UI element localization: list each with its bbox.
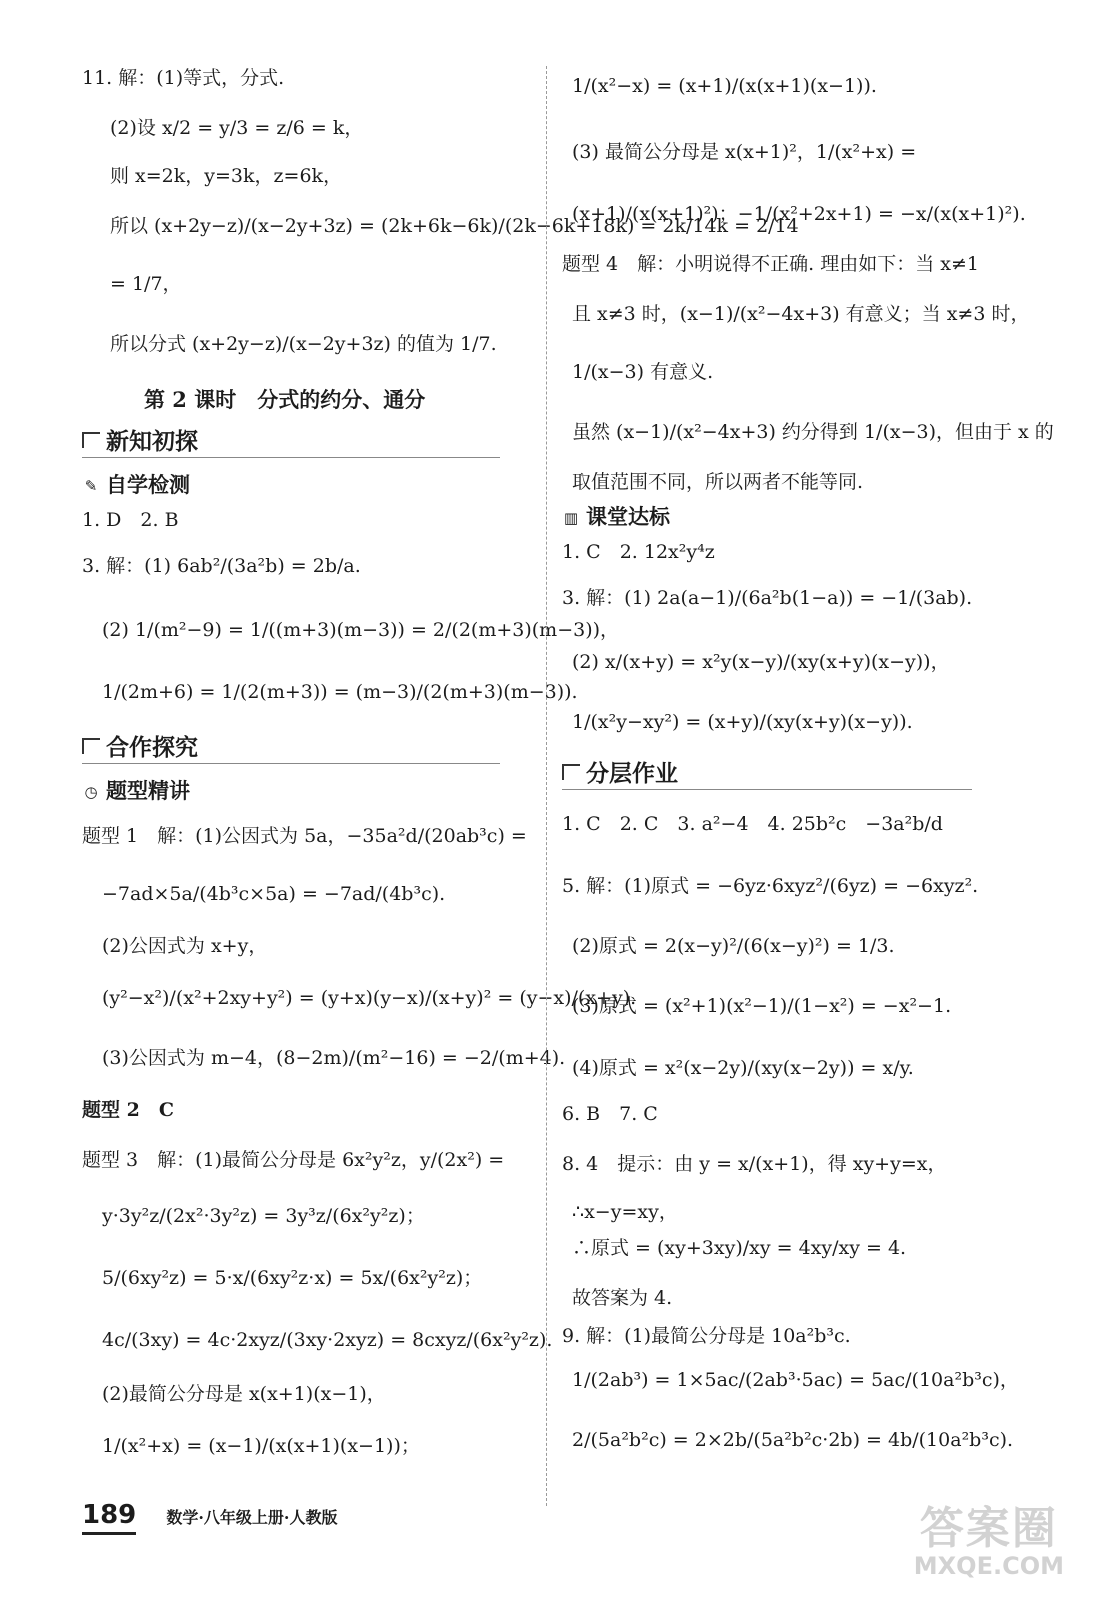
self-check-answers: 1. D 2. B [82,509,179,531]
section-marker-icon [82,432,100,448]
type-3-answer: 题型 3 解：(1)最简公分母是 6x²y²z，y/(2x²) = [82,1149,505,1171]
type-3-step: (2)最简公分母是 x(x+1)(x−1)， [102,1383,386,1405]
type-1-step: −7ad×5a/(4b³c×5a) = −7ad/(4b³c). [102,883,446,905]
page-footer [82,1500,337,1530]
homework-step: (2)原式 = 2(x−y)²/(6(x−y)²) = 1/3. [572,935,895,957]
type-4-answer: 题型 4 解：小明说得不正确. 理由如下：当 x≠1 [562,253,979,275]
type-3-step: 1/(x²+x) = (x−1)/(x(x+1)(x−1))； [102,1435,420,1457]
problem-11-step: 则 x=2k，y=3k，z=6k， [110,165,343,187]
clock-icon: ◷ [84,783,98,801]
type-3-step: (3) 最简公分母是 x(x+1)²，1/(x²+x) = [572,141,917,163]
homework-step: 故答案为 4. [572,1287,673,1309]
page-number: 189 [82,1500,136,1535]
subsection-self-check: ✎ 自学检测 [82,469,190,499]
lesson-title: 第 2 课时 分式的约分、通分 [144,387,426,412]
homework-step: 2/(5a²b²c) = 2×2b/(5a²b²c·2b) = 4b/(10a²b³c). [572,1429,1014,1451]
homework-step: 9. 解：(1)最简公分母是 10a²b³c. [562,1325,851,1347]
book-title: 数学·八年级上册·人教版 [166,1508,338,1527]
self-check-step: (2) 1/(m²−9) = 1/((m+3)(m−3)) = 2/(2(m+3)(m−3))， [102,619,620,641]
section-marker-icon [82,738,100,754]
type-1-step: (2)公因式为 x+y， [102,935,268,957]
class-step: (2) x/(x+y) = x²y(x−y)/(xy(x+y)(x−y))， [572,651,950,673]
homework-step: ∴原式 = (xy+3xy)/xy = 4xy/xy = 4. [572,1237,907,1259]
type-4-step: 取值范围不同，所以两者不能等同. [572,471,864,493]
type-4-step: 且 x≠3 时，(x−1)/(x²−4x+3) 有意义；当 x≠3 时， [572,303,1030,325]
homework-answers: 6. B 7. C [562,1103,658,1125]
homework-step: (3)原式 = (x²+1)(x²−1)/(1−x²) = −x²−1. [572,995,952,1017]
section-marker-icon [562,764,580,780]
section-header-new: 新知初探 [82,423,500,458]
problem-11-step: 所以分式 (x+2y−z)/(x−2y+3z) 的值为 1/7. [110,333,497,355]
pen-icon: ✎ [84,477,98,495]
type-4-step: 虽然 (x−1)/(x²−4x+3) 约分得到 1/(x−3)，但由于 x 的 [572,421,1054,443]
type-4-step: 1/(x−3) 有意义. [572,361,714,383]
type-3-step: (x+1)/(x(x+1)²)；−1/(x²+2x+1) = −x/(x(x+1)²). [572,203,1026,225]
class-step: 3. 解：(1) 2a(a−1)/(6a²b(1−a)) = −1/(3ab). [562,587,973,609]
homework-step: 1/(2ab³) = 1×5ac/(2ab³·5ac) = 5ac/(10a²b³c)， [572,1369,1019,1391]
type-1-step: (y²−x²)/(x²+2xy+y²) = (y+x)(y−x)/(x+y)² = (y−x)/(x+y). [102,987,637,1009]
homework-step: 5. 解：(1)原式 = −6yz·6xyz²/(6yz) = −6xyz². [562,875,979,897]
class-answers: 1. C 2. 12x²y⁴z [562,541,715,563]
type-2-answer: 题型 2 C [82,1099,174,1121]
type-1-answer: 题型 1 解：(1)公因式为 5a，−35a²d/(20ab³c) = [82,825,527,847]
section-header-coop: 合作探究 [82,729,500,764]
type-1-step: (3)公因式为 m−4，(8−2m)/(m²−16) = −2/(m+4). [102,1047,566,1069]
problem-11-step: = 1/7， [110,273,182,295]
subsection-class: ▥ 课堂达标 [563,505,670,529]
type-3-step: y·3y²z/(2x²·3y²z) = 3y³z/(6x²y²z)； [102,1205,425,1227]
watermark-logo: 答案圈 MXQE.COM [913,1503,1064,1580]
problem-11-answer: 11. 解：(1)等式，分式. [82,67,285,89]
type-3-step: 1/(x²−x) = (x+1)/(x(x+1)(x−1)). [572,75,877,97]
homework-answers: 1. C 2. C 3. a²−4 4. 25b²c −3a²b/d [562,813,943,835]
self-check-step: 3. 解：(1) 6ab²/(3a²b) = 2b/a. [82,555,361,577]
type-3-step: 4c/(3xy) = 4c·2xyz/(3xy·2xyz) = 8cxyz/(6x²y²z). [102,1329,553,1351]
homework-step: (4)原式 = x²(x−2y)/(xy(x−2y)) = x/y. [572,1057,914,1079]
column-divider [546,66,547,1506]
problem-11-step: 所以 (x+2y−z)/(x−2y+3z) = (2k+6k−6k)/(2k−6k+18k) = 2k/14k = 2/14 [110,215,799,237]
homework-step: 8. 4 提示：由 y = x/(x+1)，得 xy+y=x， [562,1153,947,1175]
class-step: 1/(x²y−xy²) = (x+y)/(xy(x+y)(x−y)). [572,711,913,733]
subsection-types: ◷ 题型精讲 [82,775,190,805]
problem-11-step: (2)设 x/2 = y/3 = z/6 = k， [110,117,364,139]
self-check-step: 1/(2m+6) = 1/(2(m+3)) = (m−3)/(2(m+3)(m−3)). [102,681,578,703]
section-header-homework: 分层作业 [562,755,972,790]
type-3-step: 5/(6xy²z) = 5·x/(6xy²z·x) = 5x/(6x²y²z)； [102,1267,483,1289]
homework-step: ∴x−y=xy， [572,1201,678,1223]
book-icon: ▥ [563,509,579,527]
